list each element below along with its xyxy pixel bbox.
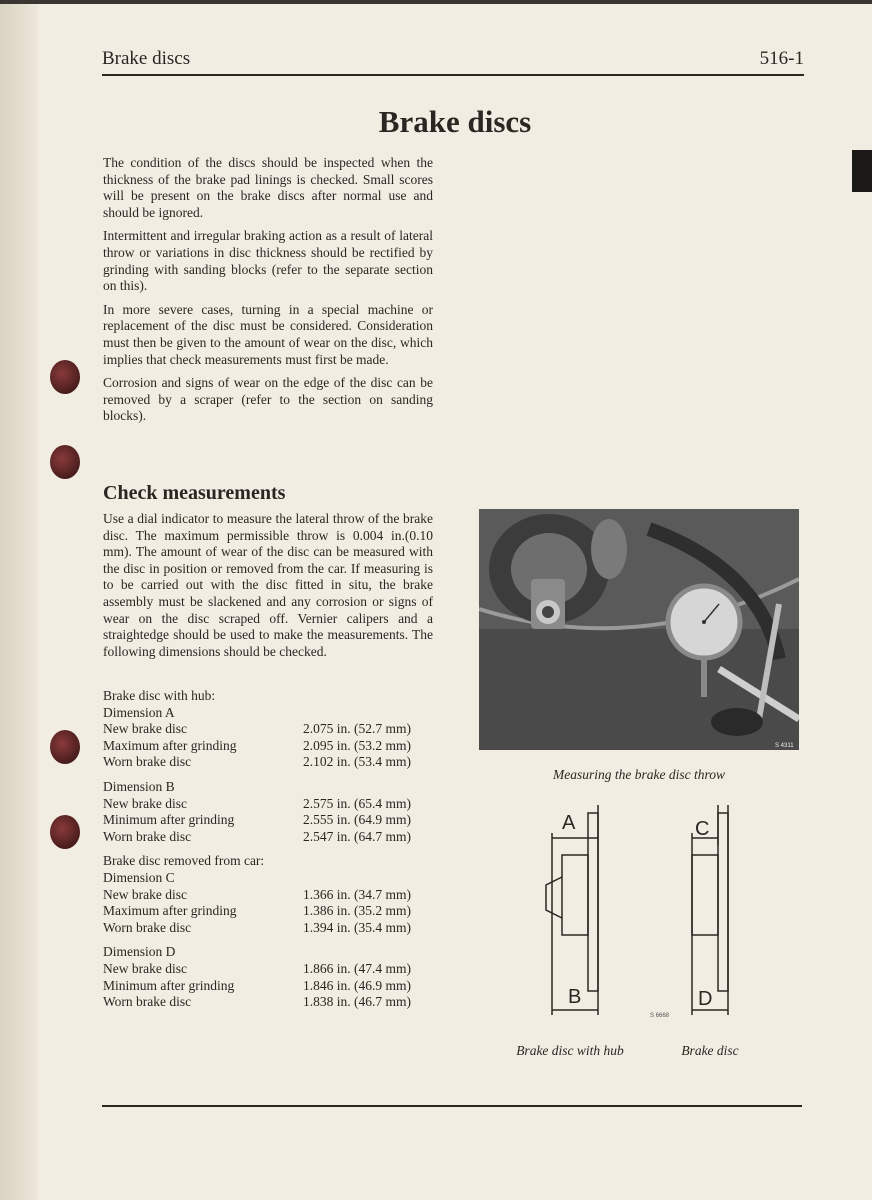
dimension-value: 1.386 in. (35.2 mm) <box>303 903 411 919</box>
dimension-row <box>103 796 433 813</box>
brake-disc-diagrams <box>540 805 750 1025</box>
dimension-value: 2.095 in. (53.2 mm) <box>303 737 411 753</box>
paragraph: Corrosion and signs of wear on the edge of the disc can be removed by a scraper (refer to the section on sanding blocks). <box>103 375 433 424</box>
top-edge <box>0 0 872 4</box>
intro-text <box>103 155 433 432</box>
dimension-label: Dimension C <box>103 869 175 885</box>
dimension-row <box>103 903 433 920</box>
page-title: Brake discs <box>378 104 532 139</box>
diagram-reference: S 6668 <box>650 1013 670 1019</box>
dimension-value: 1.394 in. (35.4 mm) <box>303 919 411 935</box>
measurement-instructions: Use a dial indicator to measure the lateral throw of the brake disc. The maximum permissible throw is 0.004 in.(0.10 mm). The amount of wear of the disc can be measured with the disc in position or removed from the car. If measuring is to be carried out with the disc fitted in situ, the brake assembly must be slackened and any corrosion or signs of wear on the disc scraped off. Vernier calipers and a straightedge should be used to make the measurements. The following dimensions should be checked. <box>103 511 433 659</box>
page-number: 516-1 <box>759 48 804 69</box>
running-title: Brake discs <box>102 48 191 69</box>
dimension-row <box>103 738 433 755</box>
dimension-name: New brake disc <box>103 886 187 902</box>
diagram-caption-hub: Brake disc with hub <box>516 1043 624 1058</box>
dimension-label: Dimension A <box>103 704 175 720</box>
dimension-value: 1.366 in. (34.7 mm) <box>303 886 411 902</box>
dimension-name: Worn brake disc <box>103 919 192 935</box>
dimension-d-label: D <box>698 988 713 1010</box>
diagram-caption-disc: Brake disc <box>681 1043 739 1058</box>
dial-indicator-photo <box>479 509 799 750</box>
dimension-row <box>103 994 433 1011</box>
dimension-name: Maximum after grinding <box>103 737 237 753</box>
dimension-value: 2.547 in. (64.7 mm) <box>303 828 411 844</box>
section-heading: Check measurements <box>103 482 286 504</box>
paragraph: Intermittent and irregular braking action as a result of lateral throw or variations in disc thickness should be rectified by grinding with sanding blocks (refer to the separate section on this). <box>103 228 433 294</box>
dimension-value: 1.846 in. (46.9 mm) <box>303 977 411 993</box>
dimension-name: New brake disc <box>103 960 187 976</box>
dimension-value: 2.102 in. (53.4 mm) <box>303 754 411 770</box>
dimension-label: Dimension B <box>103 778 175 794</box>
disc-with-hub-figure <box>546 805 598 1015</box>
dimension-name: Worn brake disc <box>103 994 192 1010</box>
punch-hole <box>50 445 80 479</box>
photo-illustration <box>479 509 799 750</box>
dimension-value: 1.866 in. (47.4 mm) <box>303 960 411 976</box>
dimension-row <box>103 754 433 771</box>
dimension-row <box>103 920 433 937</box>
punch-hole <box>50 815 80 849</box>
dimension-list <box>103 688 433 1011</box>
group-label: Brake disc removed from car: <box>103 853 265 869</box>
photo-caption: Measuring the brake disc throw <box>553 767 725 782</box>
dimension-name: Minimum after grinding <box>103 812 235 828</box>
dimension-row <box>103 829 433 846</box>
dimension-value: 1.838 in. (46.7 mm) <box>303 994 411 1010</box>
dimension-value: 2.575 in. (65.4 mm) <box>303 795 411 811</box>
footer-rule <box>102 1105 802 1107</box>
page-header <box>102 46 804 76</box>
dimension-row <box>103 887 433 904</box>
dimension-row <box>103 961 433 978</box>
dimension-row <box>103 812 433 829</box>
dimension-name: New brake disc <box>103 795 187 811</box>
paragraph: The condition of the discs should be inspected when the thickness of the brake pad linings is checked. Small scores will be present on the brake discs after normal use and should be ignored. <box>103 155 433 220</box>
punch-hole <box>50 360 80 394</box>
dimension-name: Minimum after grinding <box>103 977 235 993</box>
dimension-name: New brake disc <box>103 721 187 737</box>
dimension-label: Dimension D <box>103 944 176 960</box>
dimension-name: Worn brake disc <box>103 754 192 770</box>
dimension-value: 2.075 in. (52.7 mm) <box>303 721 411 737</box>
dimension-name: Maximum after grinding <box>103 903 237 919</box>
dimension-row <box>103 978 433 995</box>
photo-reference: S 4311 <box>775 743 794 749</box>
dimension-b-label: B <box>568 986 582 1008</box>
dimension-c-label: C <box>695 818 710 840</box>
dimension-name: Worn brake disc <box>103 828 192 844</box>
binder-edge <box>0 0 38 1200</box>
dimension-a-label: A <box>562 812 576 834</box>
punch-hole <box>50 730 80 764</box>
dimension-value: 2.555 in. (64.9 mm) <box>303 812 411 828</box>
dimension-diagram <box>540 805 750 1020</box>
section-tab-marker <box>852 150 872 192</box>
dimension-row <box>103 721 433 738</box>
paragraph: In more severe cases, turning in a special machine or replacement of the disc must be considered. Consideration must then be given to the amount of wear on the disc, which implies that check measurements must first be made. <box>103 301 433 367</box>
group-label: Brake disc with hub: <box>103 688 216 703</box>
